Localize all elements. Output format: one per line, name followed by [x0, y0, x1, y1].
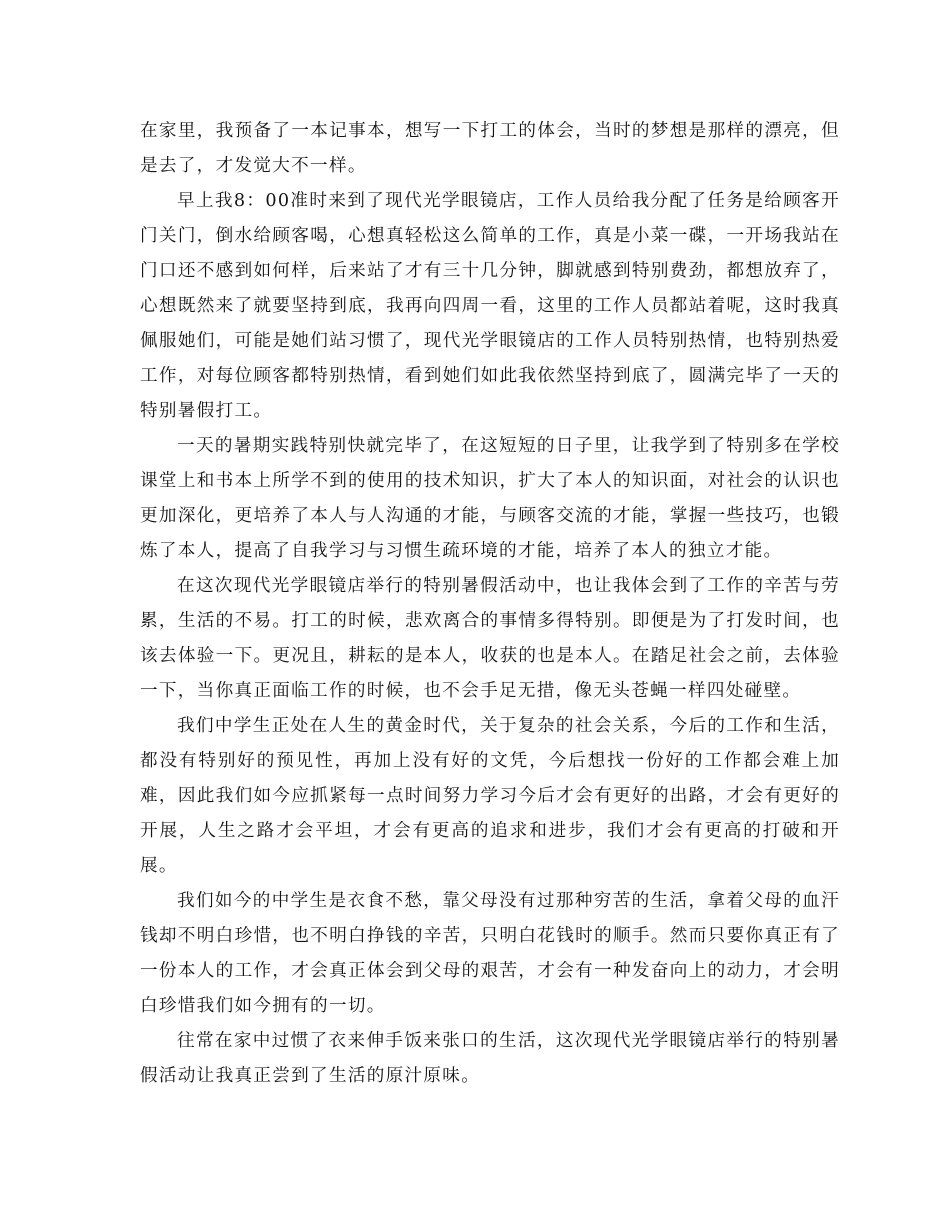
paragraph-1: 在家里，我预备了一本记事本，想写一下打工的体会，当时的梦想是那样的漂亮，但是去了，才发觉大不一样。 [140, 121, 840, 176]
paragraph-5: 我们中学生正处在人生的黄金时代，关于复杂的社会关系，今后的工作和生活，都没有特别好的预见性，再加上没有好的文凭，今后想找一份好的工作都会难上加难，因此我们如今应抓紧每一点时间努力学习今后才会有更好的出路，才会有更好的开展，人生之路才会平坦，才会有更高的追求和进步，我们才会有更高的打破和开展。 [140, 716, 840, 876]
paragraph-7: 往常在家中过惯了衣来伸手饭来张口的生活，这次现代光学眼镜店举行的特别暑假活动让我真正尝到了生活的原汁原味。 [140, 1031, 840, 1086]
paragraph-6: 我们如今的中学生是衣食不愁，靠父母没有过那种穷苦的生活，拿着父母的血汗钱却不明白珍惜，也不明白挣钱的辛苦，只明白花钱时的顺手。然而只要你真正有了一份本人的工作，才会真正体会到父母的艰苦，才会有一种发奋向上的动力，才会明白珍惜我们如今拥有的一切。 [140, 891, 840, 1016]
paragraph-2: 早上我8：00准时来到了现代光学眼镜店，工作人员给我分配了任务是给顾客开门关门，倒水给顾客喝，心想真轻松这么简单的工作，真是小菜一碟，一开场我站在门口还不感到如何样，后来站了才有三十几分钟，脚就感到特别费劲，都想放弃了，心想既然来了就要坚持到底，我再向四周一看，这里的工作人员都站着呢，这时我真佩服她们，可能是她们站习惯了，现代光学眼镜店的工作人员特别热情，也特别热爱工作，对每位顾客都特别热情，看到她们如此我依然坚持到底了，圆满完毕了一天的特别暑假打工。 [140, 191, 840, 421]
paragraph-4: 在这次现代光学眼镜店举行的特别暑假活动中，也让我体会到了工作的辛苦与劳累，生活的不易。打工的时候，悲欢离合的事情多得特别。即便是为了打发时间，也该去体验一下。更况且，耕耘的是本人，收获的也是本人。在踏足社会之前，去体验一下，当你真正面临工作的时候，也不会手足无措，像无头苍蝇一样四处碰壁。 [140, 576, 840, 701]
paragraph-3: 一天的暑期实践特别快就完毕了，在这短短的日子里，让我学到了特别多在学校课堂上和书本上所学不到的使用的技术知识，扩大了本人的知识面，对社会的认识也更加深化，更培养了本人与人沟通的才能，与顾客交流的才能，掌握一些技巧，也锻炼了本人，提高了自我学习与习惯生疏环境的才能，培养了本人的独立才能。 [140, 436, 840, 561]
